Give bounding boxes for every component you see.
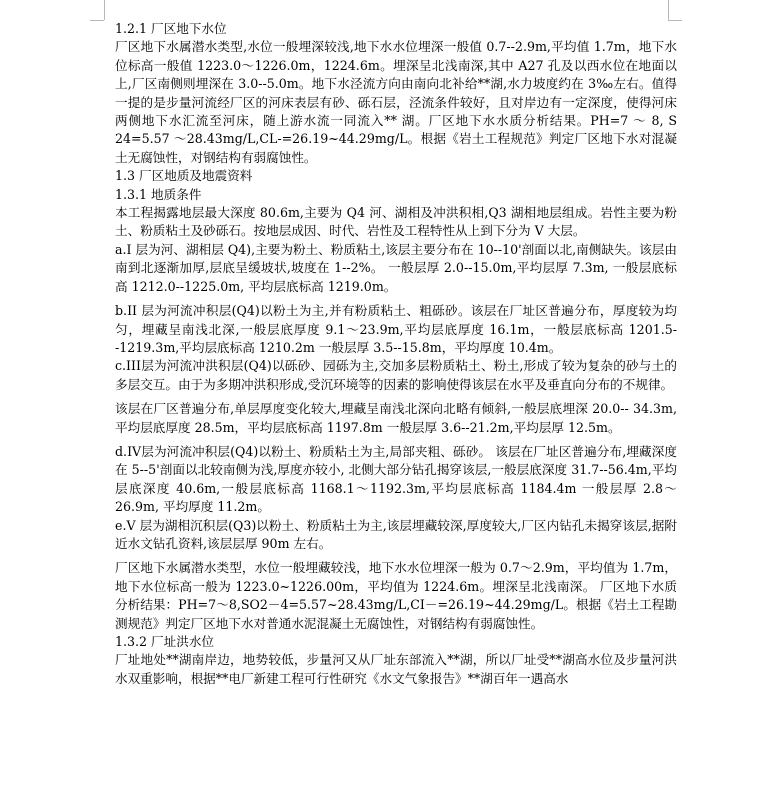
document-body[interactable]	[115, 20, 677, 688]
paragraph-layer-ii: b.II 层为河流冲积层(Q4)以粉土为主,并有粉质粘土、粗砾砂。该层在厂址区普遍分布，厚度较为均匀，埋藏呈南浅北深,一般层底厚度 9.1～23.9m,平均层底厚度 16.1m，一般层底标高 1201.5--1219.3m,平均层底标高 1210.2m 一般层厚 3.5--15.8m，平均厚度 10.4m。	[115, 303, 677, 355]
page-corner-mark-right	[668, 0, 669, 20]
paragraph-groundwater-summary: 厂区地下水属潜水类型，水位一般埋藏较浅，地下水水位埋深一般为 0.7～2.9m，平均值为 1.7m，地下水位标高一般为 1223.0~1226.00m，平均值为 1224.6m。埋深呈北浅南深。 厂区地下水质分析结果：PH=7～8,SO2－4=5.57~28.43mg/L,CI－=26.19~44.29mg/L。根据《岩土工程勘测规范》判定厂区地下水对普通水泥混凝土无腐蚀性，对钢结构有弱腐蚀性。	[115, 560, 677, 631]
section-heading-1-3-2: 1.3.2 厂址洪水位	[115, 634, 215, 649]
paragraph-layer-iv: d.IV层为河流冲积层(Q4)以粉土、粉质粘土为主,局部夹粗、砾砂。 该层在厂址区普遍分布,埋藏深度在 5--5'剖面以北较南侧为浅,厚度亦较小, 北侧大部分钻孔揭穿该层,一般层底深度 31.7--56.4m,平均层底深度 40.6m,一般层底标高 1168.1～1192.3m,平均层底标高 1184.4m 一般层厚 2.8～26.9m, 平均厚度 11.2m。	[115, 443, 677, 515]
paragraph-layer-v: e.V 层为湖相沉积层(Q3)以粉土、粉质粘土为主,该层埋藏较深,厚度较大,厂区内钻孔未揭穿该层,据附近水文钻孔资料,该层层厚 90m 左右。	[115, 517, 677, 551]
paragraph-layer-iii-detail: 该层在厂区普遍分布,单层厚度变化较大,埋藏呈南浅北深向北略有倾斜,一般层底埋深 20.0-- 34.3m,平均层底厚度 28.5m，平均层底标高 1197.8m 一般层厚 3.6--21.2m,平均层厚 12.5m。	[115, 401, 677, 435]
paragraph-geology-intro: 本工程揭露地层最大深度 80.6m,主要为 Q4 河、湖相及冲洪积相,Q3 湖相地层组成。岩性主要为粉土、粉质粘土及砂砾石。按地层成因、时代、岩性及工程特性从上到下分为 V 大层。	[115, 205, 677, 239]
section-heading-1-2-1: 1.2.1 厂区地下水位	[115, 21, 227, 36]
paragraph-layer-iii: c.III层为河流冲洪积层(Q4)以砾砂、园砾为主,交加多层粉质粘土、粉土,形成了较为复杂的砂与土的多层交互。由于为多期冲洪积形成,受沉环境等的因素的影响使得该层在水平及垂直向分布的不规律。	[115, 358, 677, 392]
paragraph-groundwater: 厂区地下水属潜水类型,水位一般埋深较浅,地下水水位埋深一般值 0.7--2.9m,平均值 1.7m，地下水位标高一般值 1223.0～1226.0m，1224.6m。埋深呈北浅南深,其中 A27 孔及以西水位在地面以上,厂区南侧则埋深在 3.0--5.0m。地下水泾流方向由南向北补给**湖,水力坡度约在 3‰左右。值得一提的是步量河流经厂区的河床表层有砂、砾石层，泾流条件较好，且对岸边有一定深度，使得河床两侧地下水汇流至河床，随上游水流一同流入** 湖。厂区地下水水质分析结果。PH=7 ～ 8, S 24=5.57 ～28.43mg/L,CL-=26.19~44.29mg/L。根据《岩土工程规范》判定厂区地下水对混凝土无腐蚀性，对钢结构有弱腐蚀性。	[115, 39, 677, 165]
section-heading-1-3: 1.3 厂区地质及地震资料	[115, 168, 253, 184]
paragraph-layer-i: a.I 层为河、湖相层 Q4),主要为粉土、粉质粘土,该层主要分布在 10--10'剖面以北,南侧缺失。该层由南到北逐渐加厚,层底呈缓坡状,坡度在 1--2%。 一般层厚 2.0--15.0m,平均层厚 7.3m, 一般层底标高 1212.0--1225.0m, 平均层底标高 1219.0m。	[115, 241, 677, 294]
page-corner-mark-left	[104, 0, 105, 20]
section-heading-1-3-1: 1.3.1 地质条件	[115, 186, 202, 202]
page-corner-mark-left-h	[90, 20, 104, 21]
paragraph-flood-level: 厂址地处**湖南岸边，地势较低，步量河又从厂址东部流入**湖，所以厂址受**湖高水位及步量河洪水双重影响，根据**电厂新建工程可行性研究《水文气象报告》**湖百年一遇高水	[115, 652, 677, 686]
